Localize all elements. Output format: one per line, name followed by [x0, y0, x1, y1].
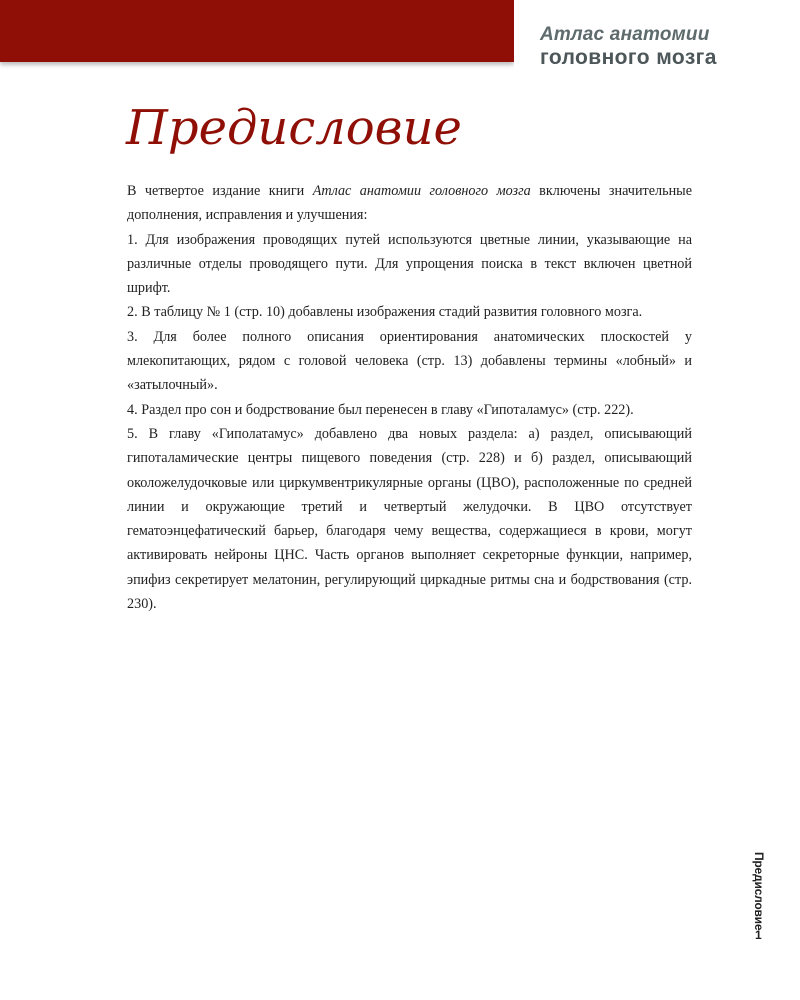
list-item-3: 3. Для более полного описания ориентирования анатомических плоскостей у млекопитающих, рядом с головой человека (стр. 13) добавлены термины «лобный» и «затылочный». [127, 328, 692, 394]
intro-text-before: В четвертое издание книги [127, 183, 313, 199]
book-title-line1: Атлас анатомии [540, 24, 710, 45]
preface-body [127, 179, 692, 616]
intro-book-name: Атлас анатомии головного мозга [312, 183, 531, 199]
page-number: 1 [755, 928, 762, 942]
list-item-5: 5. В главу «Гиполатамус» добавлено два новых раздела: а) раздел, описывающий гипоталамические центры пищевого поведения (стр. 228) и б) раздел, описывающий околожелудочковые или циркумвентрикулярные органы (ЦВО), расположенные по средней линии и окружающие третий и четвертый желудочки. В ЦВО отсутствует гематоэнцефатический барьер, благодаря чему вещества, содержащиеся в крови, могут активировать нейроны ЦНС. Часть органов выполняет секреторные функции, например, эпифиз секретирует мелатонин, регулирующий циркадные ритмы сна и бодрствования (стр. 230). [127, 425, 692, 613]
section-side-label: Предисловие [752, 852, 766, 931]
header-accent-bar [0, 0, 514, 62]
page-title: Предисловие [126, 100, 462, 156]
list-item-2: 2. В таблицу № 1 (стр. 10) добавлены изображения стадий развития головного мозга. [127, 304, 643, 321]
book-title-line2: головного мозга [540, 46, 717, 69]
intro-paragraph [127, 179, 692, 228]
list-item-1: 1. Для изображения проводящих путей используются цветные линии, указывающие на различные отделы проводящего пути. Для упрощения поиска в текст включен цветной шрифт. [127, 231, 692, 297]
intro-text-after: включены значительные дополнения, исправления и улучшения: [127, 183, 693, 224]
list-item-4: 4. Раздел про сон и бодрствование был перенесен в главу «Гипоталамус» (стр. 222). [127, 401, 634, 418]
